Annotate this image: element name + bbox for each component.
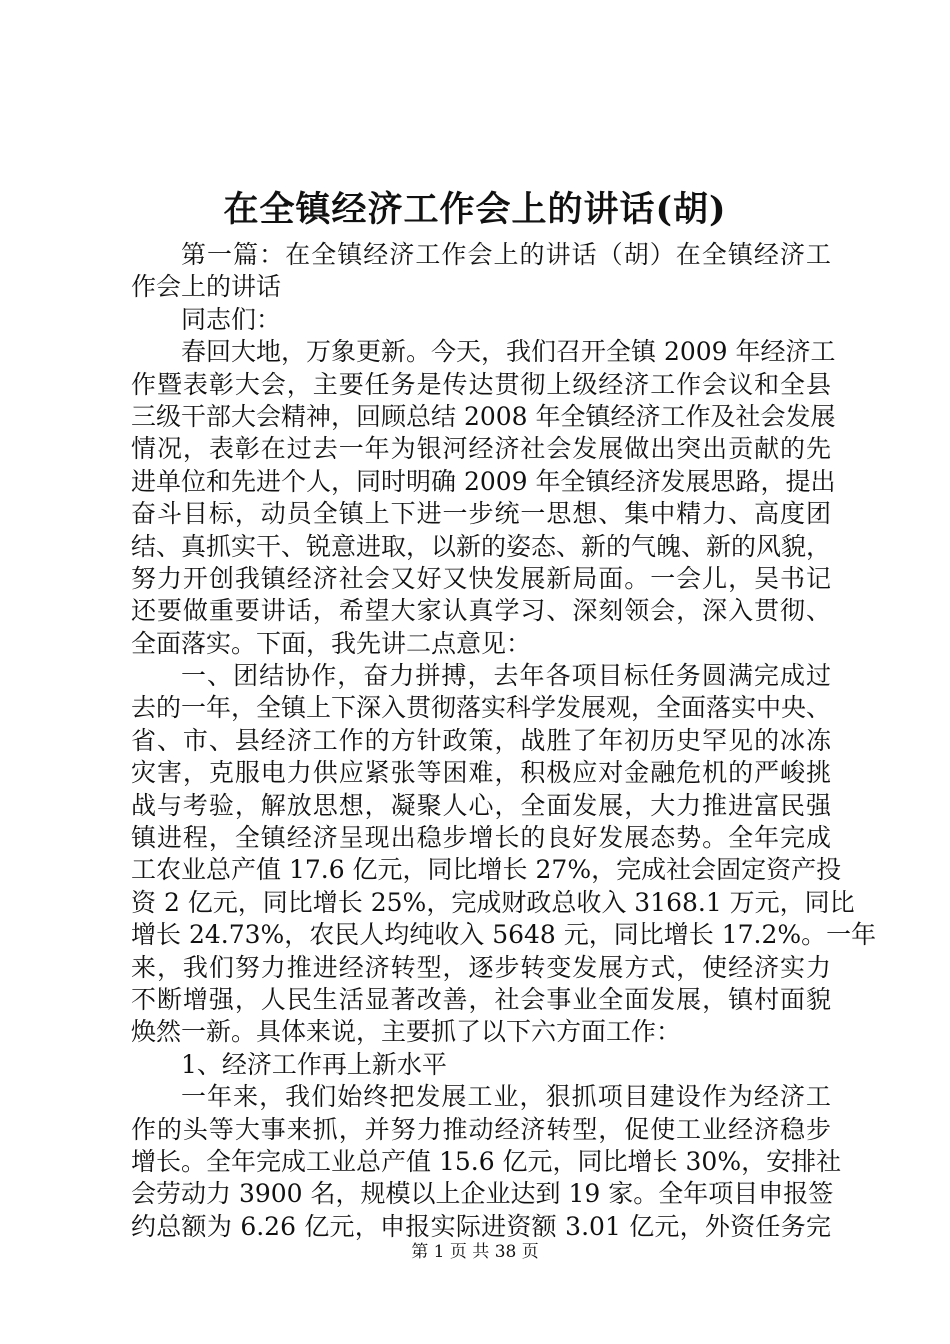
text-line: 约总额为 6.26 亿元，申报实际进资额 3.01 亿元，外资任务完 — [131, 1211, 831, 1241]
text-line: 春回大地，万象更新。今天，我们召开全镇 2009 年经济工 — [181, 337, 836, 367]
text-line: 作暨表彰大会，主要任务是传达贯彻上级经济工作会议和全县 — [131, 369, 831, 399]
text-line: 资 2 亿元，同比增长 25%，完成财政总收入 3168.1 万元，同比 — [131, 887, 855, 917]
text-line: 不断增强，人民生活显著改善，社会事业全面发展，镇村面貌 — [131, 984, 831, 1014]
text-line: 还要做重要讲话，希望大家认真学习、深刻领会，深入贯彻、 — [131, 596, 831, 626]
text-line: 会劳动力 3900 名，规模以上企业达到 19 家。全年项目申报签 — [131, 1179, 834, 1209]
text-line: 工农业总产值 17.6 亿元，同比增长 27%，完成社会固定资产投 — [131, 855, 842, 885]
text-line: 全面落实。下面，我先讲二点意见： — [131, 628, 532, 658]
text-line: 焕然一新。具体来说，主要抓了以下六方面工作： — [131, 1017, 682, 1047]
text-line: 第一篇：在全镇经济工作会上的讲话（胡）在全镇经济工 — [181, 240, 831, 269]
text-line: 努力开创我镇经济社会又好又快发展新局面。一会儿，吴书记 — [131, 563, 831, 593]
text-line: 增长 24.73%，农民人均纯收入 5648 元，同比增长 17.2%。一年 — [131, 920, 877, 950]
text-line: 战与考验，解放思想，凝聚人心，全面发展，大力推进富民强 — [131, 790, 831, 820]
text-line: 省、市、县经济工作的方针政策，战胜了年初历史罕见的冰冻 — [131, 725, 831, 755]
text-line: 镇进程，全镇经济呈现出稳步增长的良好发展态势。全年完成 — [131, 823, 831, 853]
text-line: 灾害，克服电力供应紧张等困难，积极应对金融危机的严峻挑 — [131, 758, 831, 788]
text-line: 奋斗目标，动员全镇上下进一步统一思想、集中精力、高度团 — [131, 499, 831, 529]
text-line: 同志们： — [181, 304, 282, 334]
text-line: 去的一年，全镇上下深入贯彻落实科学发展观，全面落实中央、 — [131, 693, 832, 723]
text-line: 进单位和先进个人，同时明确 2009 年全镇经济发展思路，提出 — [131, 466, 836, 496]
page-footer: 第 1 页 共 38 页 — [411, 1242, 539, 1262]
text-line: 作会上的讲话 — [131, 272, 282, 302]
text-line: 三级干部大会精神，回顾总结 2008 年全镇经济工作及社会发展 — [131, 401, 836, 431]
document-body — [131, 239, 877, 1243]
text-line: 增长。全年完成工业总产值 15.6 亿元，同比增长 30%，安排社 — [131, 1146, 842, 1176]
text-line: 一、团结协作，奋力拼搏，去年各项目标任务圆满完成过 — [181, 661, 831, 691]
text-line: 1、经济工作再上新水平 — [181, 1049, 447, 1079]
text-line: 一年来，我们始终把发展工业，狠抓项目建设作为经济工 — [181, 1082, 831, 1112]
text-line: 作的头等大事来抓，并努力推动经济转型，促使工业经济稳步 — [131, 1114, 831, 1144]
document-title: 在全镇经济工作会上的讲话(胡) — [223, 189, 727, 230]
text-line: 情况，表彰在过去一年为银河经济社会发展做出突出贡献的先 — [131, 434, 831, 464]
text-line: 结、真抓实干、锐意进取，以新的姿态、新的气魄、新的风貌， — [131, 531, 832, 561]
text-line: 来，我们努力推进经济转型，逐步转变发展方式，使经济实力 — [131, 952, 831, 982]
